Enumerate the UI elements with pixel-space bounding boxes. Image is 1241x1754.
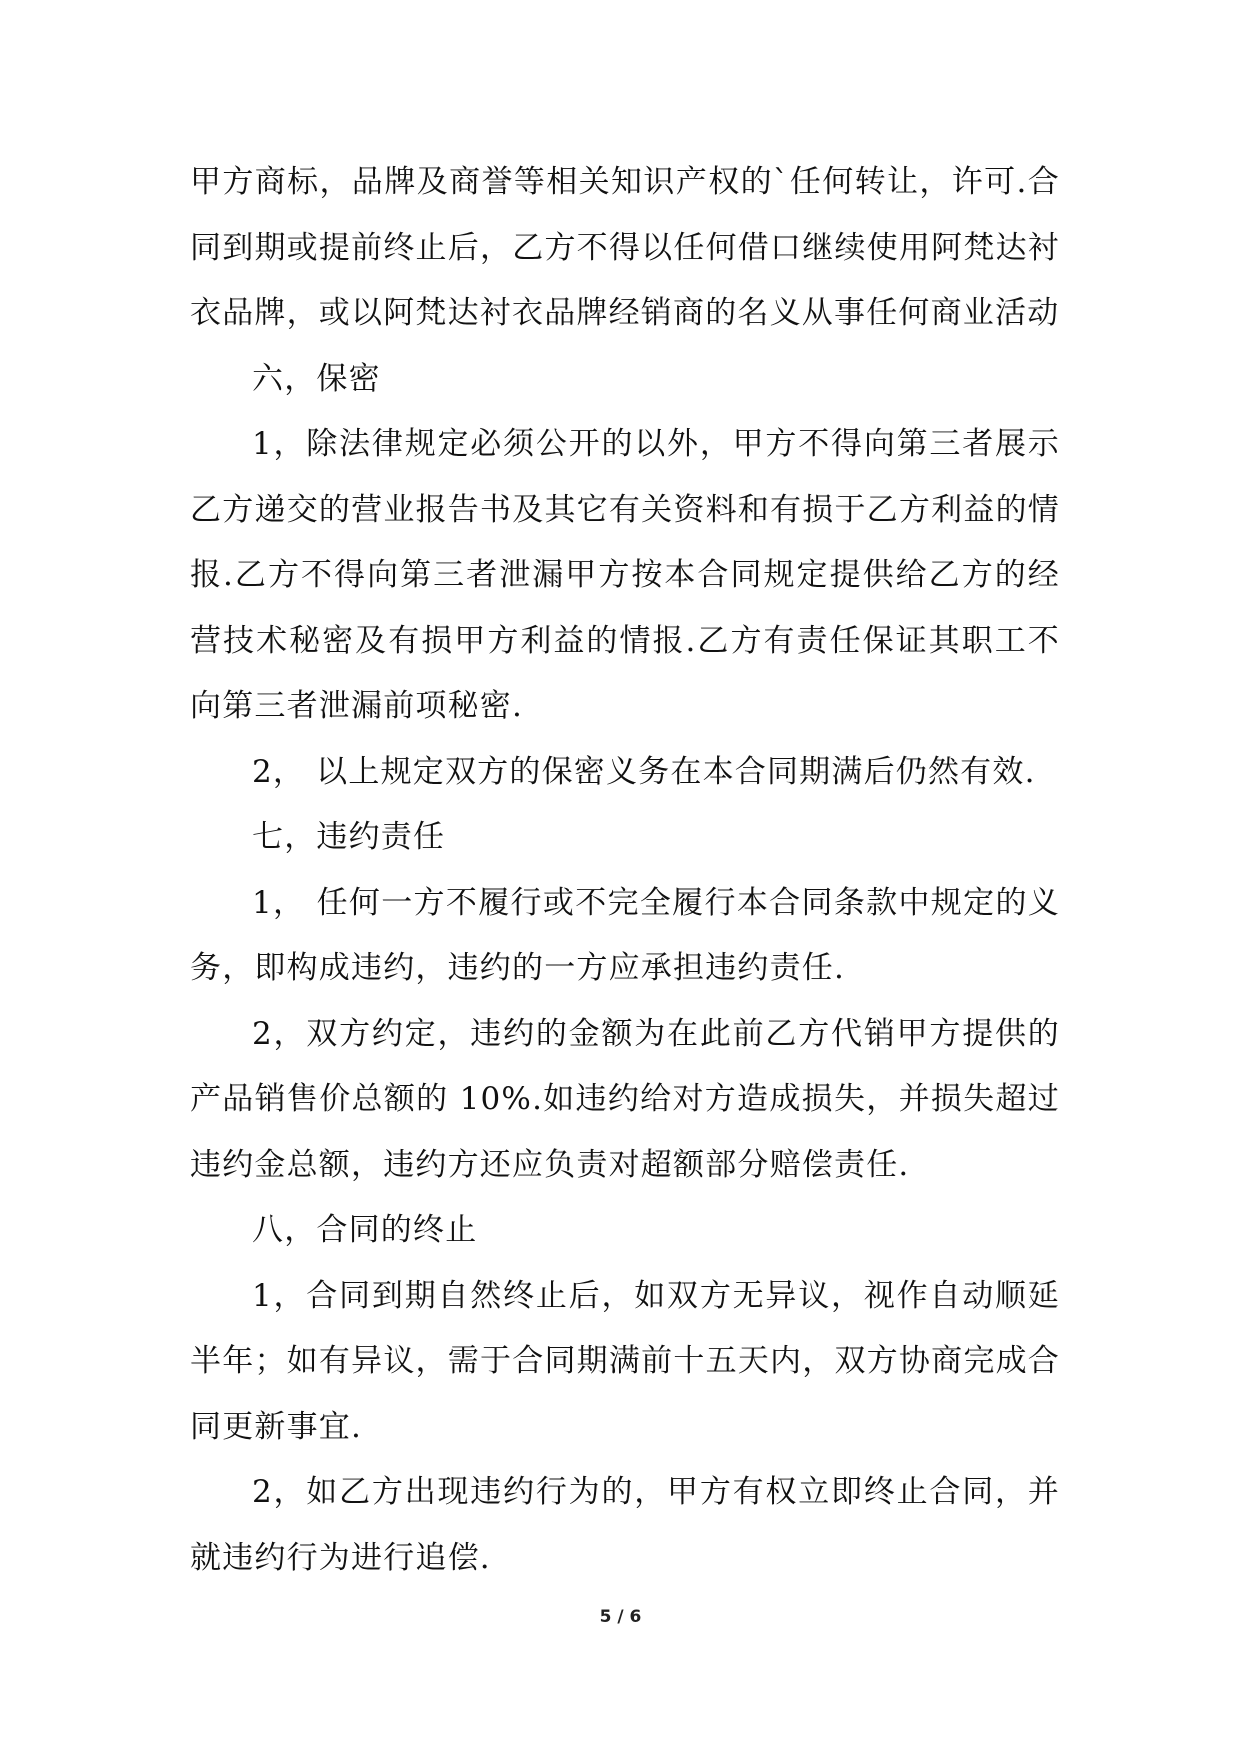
paragraph: 2， 以上规定双方的保密义务在本合同期满后仍然有效. [252, 753, 1036, 790]
paragraph: 1， 任何一方不履行或不完全履行本合同条款中规定的义务，即构成违约，违约的一方应承担违约责任. [190, 884, 1060, 986]
paragraph: 1，合同到期自然终止后，如双方无异议，视作自动顺延半年；如有异议，需于合同期满前十五天内，双方协商完成合同更新事宜. [190, 1277, 1060, 1445]
document-body [190, 150, 1060, 1591]
paragraph: 2，双方约定，违约的金额为在此前乙方代销甲方提供的产品销售价总额的 10%.如违约给对方造成损失，并损失超过违约金总额，违约方还应负责对超额部分赔偿责任. [190, 1015, 1060, 1183]
section-heading: 八，合同的终止 [252, 1212, 478, 1248]
paragraph: 2，如乙方出现违约行为的，甲方有权立即终止合同，并就违约行为进行追偿. [190, 1474, 1060, 1576]
section-heading: 六，保密 [252, 360, 381, 397]
section-heading: 七，违约责任 [252, 819, 446, 855]
page-number: 5 / 6 [599, 1607, 642, 1627]
paragraph: 甲方商标，品牌及商誉等相关知识产权的`任何转让，许可.合同到期或提前终止后，乙方不得以任何借口继续使用阿梵达衬衣品牌，或以阿梵达衬衣品牌经销商的名义从事任何商业活动 [190, 164, 1060, 331]
paragraph: 1，除法律规定必须公开的以外，甲方不得向第三者展示乙方递交的营业报告书及其它有关资料和有损于乙方利益的情报.乙方不得向第三者泄漏甲方按本合同规定提供给乙方的经营技术秘密及有损甲方利益的情报.乙方有责任保证其职工不向第三者泄漏前项秘密. [190, 426, 1060, 724]
